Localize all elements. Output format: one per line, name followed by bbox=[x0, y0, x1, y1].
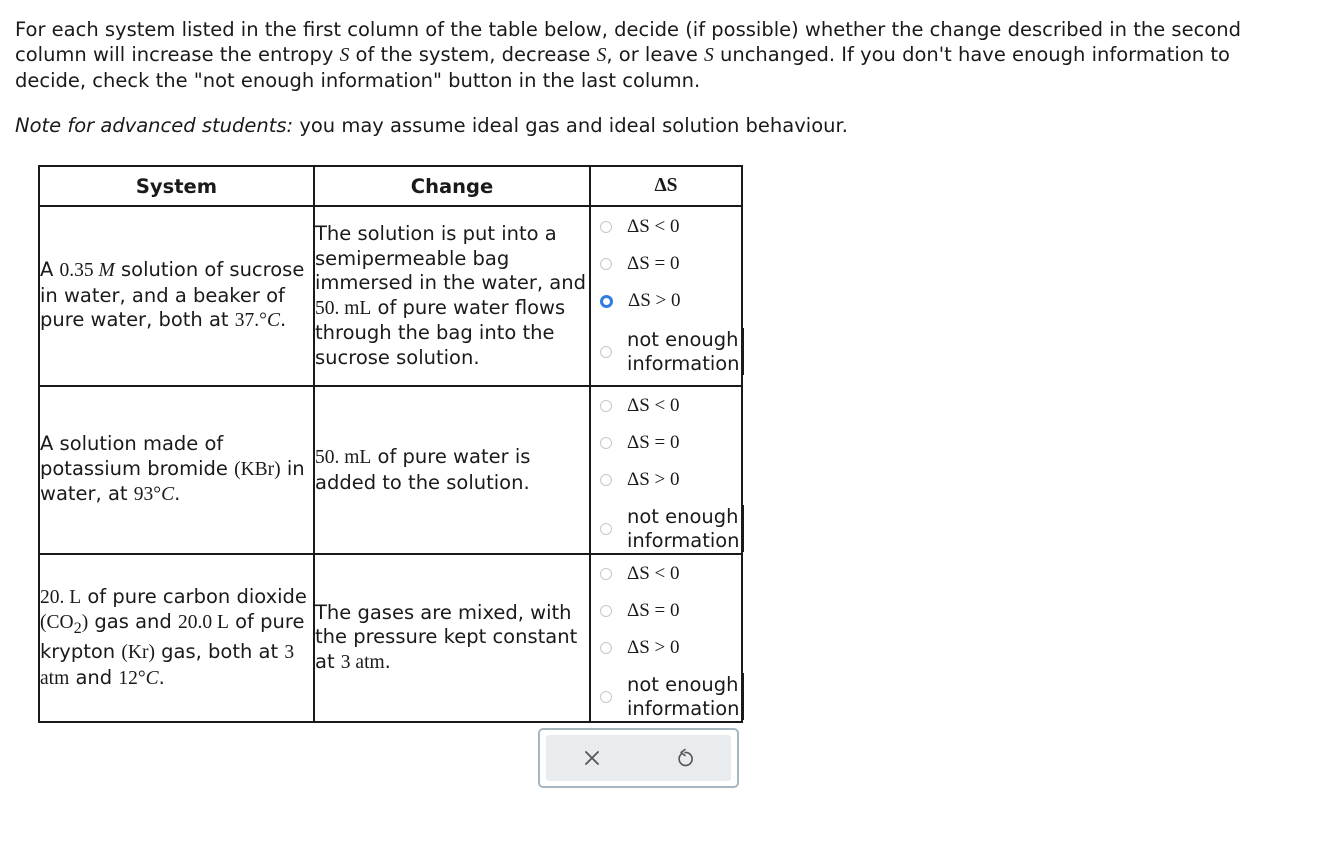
option-ds-negative[interactable]: ΔS < 0 bbox=[600, 216, 680, 238]
option-ds-negative[interactable]: ΔS < 0 bbox=[600, 395, 680, 417]
table-row bbox=[39, 386, 742, 554]
action-bar bbox=[538, 728, 739, 788]
option-ds-zero[interactable]: ΔS = 0 bbox=[600, 432, 680, 454]
header-change: Change bbox=[314, 166, 590, 206]
radio-button[interactable] bbox=[600, 691, 612, 703]
undo-button[interactable] bbox=[665, 740, 705, 776]
radio-button[interactable] bbox=[600, 642, 612, 654]
option-ds-zero[interactable]: ΔS = 0 bbox=[600, 600, 680, 622]
radio-button[interactable] bbox=[600, 568, 612, 580]
change-cell: The gases are mixed, with the pressure kept constant at 3 atm. bbox=[314, 554, 590, 722]
radio-button[interactable] bbox=[600, 474, 612, 486]
advanced-note: Note for advanced students: you may assume ideal gas and ideal solution behaviour. bbox=[15, 114, 848, 137]
instructions-text: For each system listed in the first column of the table below, decide (if possible) whether the change described in the second column will increase the entropy S of the system, decrease S, or leave S unchanged. If you don't have enough information to decide, check the "not enough information" button in the last column. bbox=[15, 18, 1241, 92]
change-cell: 50. mL of pure water is added to the solution. bbox=[314, 386, 590, 554]
table-row bbox=[39, 206, 742, 386]
radio-button[interactable] bbox=[600, 437, 612, 449]
undo-icon bbox=[676, 748, 694, 768]
x-icon bbox=[583, 749, 601, 767]
option-ds-zero[interactable]: ΔS = 0 bbox=[600, 253, 680, 275]
option-ds-positive[interactable]: ΔS > 0 bbox=[600, 290, 681, 312]
radio-button[interactable] bbox=[600, 258, 612, 270]
radio-button[interactable] bbox=[600, 523, 612, 535]
radio-button[interactable] bbox=[600, 605, 612, 617]
clear-button[interactable] bbox=[572, 740, 612, 776]
radio-button[interactable] bbox=[600, 221, 612, 233]
option-ds-positive[interactable]: ΔS > 0 bbox=[600, 469, 680, 491]
radio-button-selected[interactable] bbox=[600, 295, 613, 308]
entropy-table bbox=[38, 165, 743, 723]
option-ds-positive[interactable]: ΔS > 0 bbox=[600, 637, 680, 659]
options-cell bbox=[590, 206, 742, 386]
radio-button[interactable] bbox=[600, 400, 612, 412]
change-cell: The solution is put into a semipermeable bag immersed in the water, and 50. mL of pure water flows through the bag into the sucrose solution. bbox=[314, 206, 590, 386]
table-row bbox=[39, 554, 742, 722]
option-not-enough-info[interactable]: not enough information bbox=[600, 505, 744, 552]
option-not-enough-info[interactable]: not enough information bbox=[600, 673, 744, 720]
option-not-enough-info[interactable]: not enough information bbox=[600, 328, 744, 375]
radio-button[interactable] bbox=[600, 346, 612, 358]
system-cell: A solution made of potassium bromide (KBr) in water, at 93°C. bbox=[39, 386, 314, 554]
option-ds-negative[interactable]: ΔS < 0 bbox=[600, 563, 680, 585]
system-cell: A 0.35 M solution of sucrose in water, and a beaker of pure water, both at 37.°C. bbox=[39, 206, 314, 386]
options-cell bbox=[590, 386, 742, 554]
header-delta-s: ΔS bbox=[590, 166, 742, 206]
header-system: System bbox=[39, 166, 314, 206]
options-cell bbox=[590, 554, 742, 722]
header-row bbox=[39, 166, 742, 206]
system-cell: 20. L of pure carbon dioxide $(CO_2)$ gas and 20.0 L of pure krypton (Kr) gas, both at 3 atm and 12°C. bbox=[39, 554, 314, 722]
